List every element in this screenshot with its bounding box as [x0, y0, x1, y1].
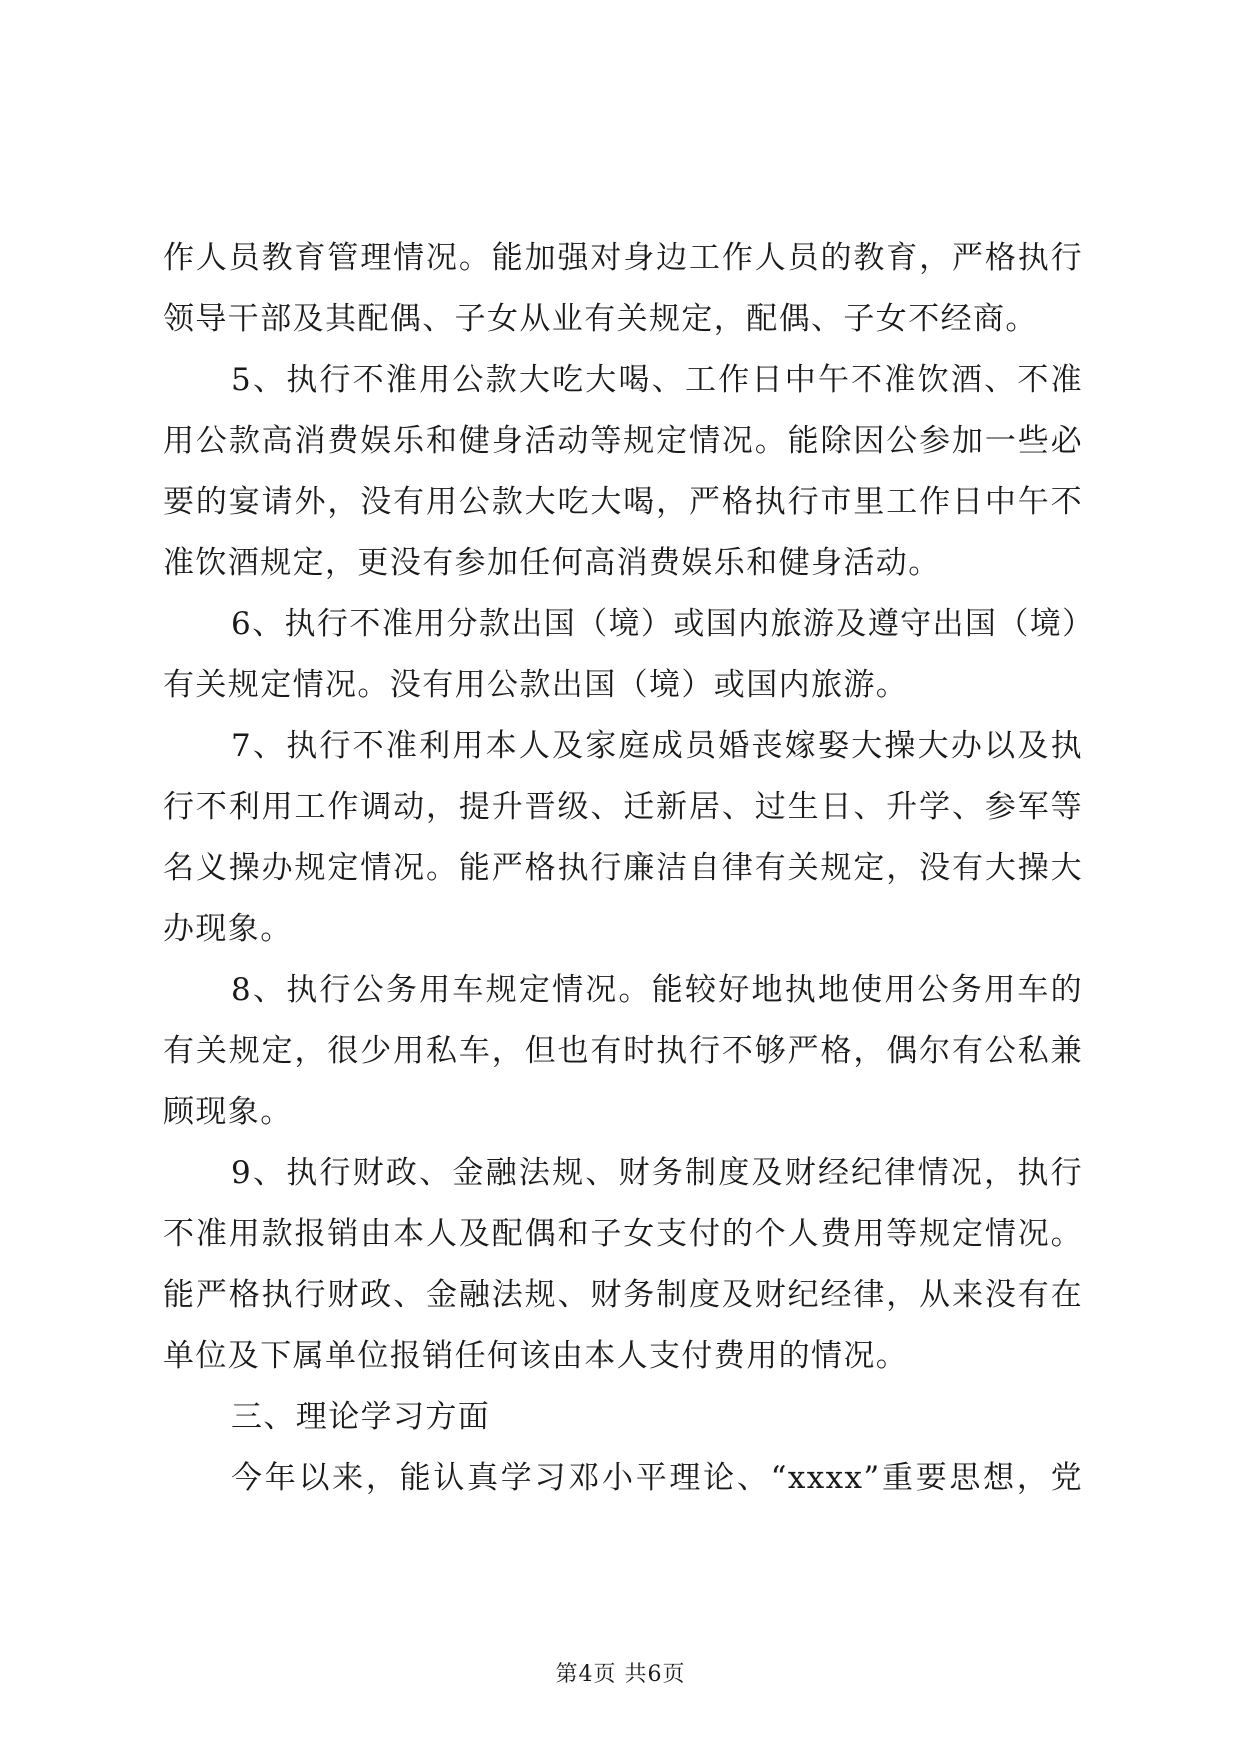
text-line: 准饮酒规定，更没有参加任何高消费娱乐和健身活动。	[163, 545, 941, 581]
text-line: 今年以来，能认真学习邓小平理论、“xxxx”重要思想，党	[231, 1460, 1083, 1496]
text-line: 有关规定情况。没有用公款出国（境）或国内旅游。	[163, 667, 909, 703]
text-line: 要的宴请外，没有用公款大吃大喝，严格执行市里工作日中午不	[163, 484, 1083, 520]
text-line: 单位及下属单位报销任何该由本人支付费用的情况。	[163, 1338, 909, 1374]
text-line: 能严格执行财政、金融法规、财务制度及财纪经律，从来没有在	[163, 1277, 1083, 1313]
text-line: 名义操办规定情况。能严格执行廉洁自律有关规定，没有大操大	[163, 850, 1083, 886]
text-line: 作人员教育管理情况。能加强对身边工作人员的教育，严格执行	[163, 240, 1083, 276]
text-line: 有关规定，很少用私车，但也有时执行不够严格，偶尔有公私兼	[163, 1033, 1083, 1069]
text-line: 三、理论学习方面	[231, 1399, 491, 1435]
text-line: 行不利用工作调动，提升晋级、迁新居、过生日、升学、参军等	[163, 789, 1083, 825]
text-line: 办现象。	[163, 911, 293, 947]
text-line: 6、执行不准用分款出国（境）或国内旅游及遵守出国（境）	[231, 606, 1095, 642]
document-body	[163, 228, 1095, 1509]
text-line: 7、执行不准利用本人及家庭成员婚丧嫁娶大操大办以及执	[231, 728, 1083, 764]
text-line: 8、执行公务用车规定情况。能较好地执地使用公务用车的	[231, 972, 1083, 1008]
text-line: 5、执行不淮用公款大吃大喝、工作日中午不准饮酒、不准	[231, 362, 1083, 398]
text-line: 用公款高消费娱乐和健身活动等规定情况。能除因公参加一些必	[163, 423, 1083, 459]
text-line: 顾现象。	[163, 1094, 293, 1130]
text-line: 领导干部及其配偶、子女从业有关规定，配偶、子女不经商。	[163, 301, 1038, 337]
page-footer: 第4页 共6页	[555, 1662, 686, 1687]
text-line: 不准用款报销由本人及配偶和子女支付的个人费用等规定情况。	[163, 1216, 1083, 1252]
text-line: 9、执行财政、金融法规、财务制度及财经纪律情况，执行	[231, 1155, 1083, 1191]
